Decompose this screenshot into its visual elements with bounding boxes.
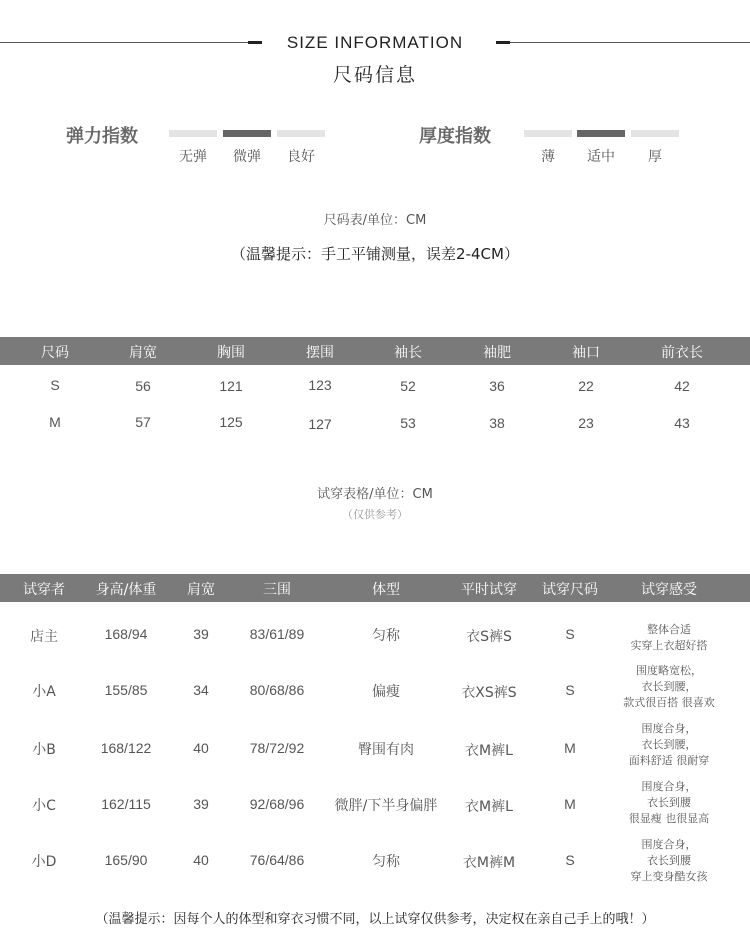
feedback-line: 围度合身， bbox=[641, 838, 697, 851]
size-cell: 125 bbox=[219, 414, 243, 430]
try-on-body-type: 偏瘦 bbox=[372, 684, 400, 700]
size-col-header: 袖口 bbox=[572, 345, 600, 361]
header-dash-right bbox=[496, 41, 510, 44]
size-col-header: 尺码 bbox=[41, 345, 69, 361]
try-on-shoulder: 34 bbox=[193, 682, 209, 698]
size-cell: 56 bbox=[135, 378, 151, 394]
size-cell: 57 bbox=[135, 414, 151, 430]
try-on-measurements: 83/61/89 bbox=[249, 626, 305, 642]
try-on-shoulder: 40 bbox=[193, 852, 209, 868]
try-on-size: M bbox=[564, 740, 576, 756]
elasticity-segment-3 bbox=[277, 130, 325, 137]
try-on-col-header: 试穿感受 bbox=[641, 582, 697, 598]
try-on-col-header: 三围 bbox=[263, 582, 291, 598]
try-on-feedback bbox=[631, 837, 708, 885]
size-cell: M bbox=[49, 414, 61, 430]
elasticity-option: 无弹 bbox=[179, 149, 207, 165]
feedback-line: 衣长到腰 bbox=[647, 796, 691, 809]
try-on-usual-size: 衣M裤L bbox=[465, 799, 513, 815]
feedback-line: 围度合身， bbox=[641, 780, 697, 793]
thickness-segment-3 bbox=[631, 130, 679, 137]
size-col-header: 胸围 bbox=[217, 345, 245, 361]
try-on-name: 小B bbox=[32, 742, 56, 758]
try-on-name: 小D bbox=[31, 854, 57, 870]
feedback-line: 很显瘦 也很显高 bbox=[628, 812, 710, 825]
size-cell: S bbox=[50, 377, 60, 393]
try-on-height-weight: 155/85 bbox=[104, 682, 148, 698]
try-on-height-weight: 162/115 bbox=[101, 796, 151, 812]
try-on-measurements: 76/64/86 bbox=[249, 852, 305, 868]
header-rule-right bbox=[510, 42, 750, 43]
feedback-line: 面料舒适 很耐穿 bbox=[628, 754, 710, 767]
feedback-line: 整体合适 bbox=[647, 623, 691, 636]
try-on-size: S bbox=[565, 852, 575, 868]
try-on-body-type: 匀称 bbox=[372, 854, 400, 870]
try-on-size: M bbox=[564, 796, 576, 812]
try-on-feedback bbox=[631, 622, 708, 654]
try-on-shoulder: 39 bbox=[193, 796, 209, 812]
elasticity-segment-1 bbox=[169, 130, 217, 137]
try-on-feedback bbox=[623, 663, 715, 711]
size-col-header: 前衣长 bbox=[661, 345, 703, 361]
try-on-col-header: 平时试穿 bbox=[461, 582, 517, 598]
size-cell: 53 bbox=[400, 415, 416, 431]
feedback-line: 衣长到腰 bbox=[647, 854, 691, 867]
try-on-body-type: 臀围有肉 bbox=[358, 742, 414, 758]
try-on-col-header: 试穿者 bbox=[23, 582, 65, 598]
try-on-body-type: 微胖/下半身偏胖 bbox=[334, 798, 438, 814]
try-on-col-header: 试穿尺码 bbox=[542, 582, 598, 598]
try-on-usual-size: 衣M裤L bbox=[465, 743, 513, 759]
try-on-measurements: 80/68/86 bbox=[249, 682, 305, 698]
try-on-name: 小C bbox=[32, 798, 56, 814]
feedback-line: 款式很百搭 很喜欢 bbox=[623, 696, 715, 709]
size-chart-caption: 尺码表/单位：CM bbox=[323, 213, 427, 228]
try-on-height-weight: 168/94 bbox=[104, 626, 148, 642]
try-on-col-header: 肩宽 bbox=[187, 582, 215, 598]
try-on-usual-size: 衣S裤S bbox=[466, 629, 512, 645]
size-cell: 38 bbox=[489, 415, 505, 431]
size-cell: 121 bbox=[219, 378, 243, 394]
elasticity-option: 微弹 bbox=[233, 149, 261, 165]
size-table-header bbox=[0, 337, 750, 365]
size-col-header: 肩宽 bbox=[129, 345, 157, 361]
try-on-feedback bbox=[629, 779, 710, 827]
size-cell: 52 bbox=[400, 378, 416, 394]
try-on-name: 小A bbox=[32, 684, 56, 700]
try-on-measurements: 92/68/96 bbox=[249, 796, 305, 812]
feedback-line: 穿上变身酷女孩 bbox=[630, 870, 708, 883]
size-cell: 123 bbox=[308, 377, 332, 393]
size-cell: 22 bbox=[578, 378, 594, 394]
elasticity-segment-2 bbox=[223, 130, 271, 137]
size-col-header: 袖长 bbox=[394, 345, 422, 361]
try-on-measurements: 78/72/92 bbox=[249, 740, 305, 756]
footer-tip: （温馨提示：因每个人的体型和穿衣习惯不同，以上试穿仅供参考，决定权在亲自己手上的哦！） bbox=[95, 912, 655, 927]
feedback-line: 围度合身， bbox=[641, 722, 697, 735]
thickness-option: 适中 bbox=[587, 149, 615, 165]
try-on-height-weight: 168/122 bbox=[100, 740, 152, 756]
page-title-cn: 尺码信息 bbox=[332, 64, 417, 86]
elasticity-index-label: 弹力指数 bbox=[66, 126, 138, 147]
try-on-height-weight: 165/90 bbox=[104, 852, 148, 868]
size-cell: 43 bbox=[674, 415, 690, 431]
size-cell: 36 bbox=[489, 378, 505, 394]
try-on-shoulder: 40 bbox=[193, 740, 209, 756]
thickness-segment-1 bbox=[524, 130, 572, 137]
try-on-shoulder: 39 bbox=[193, 626, 209, 642]
feedback-line: 衣长到腰， bbox=[641, 680, 697, 693]
size-cell: 42 bbox=[674, 378, 690, 394]
elasticity-option: 良好 bbox=[287, 149, 315, 165]
try-on-subcaption: （仅供参考） bbox=[342, 508, 408, 521]
try-on-table-header bbox=[0, 574, 750, 602]
try-on-col-header: 身高/体重 bbox=[95, 582, 157, 598]
thickness-option: 厚 bbox=[648, 149, 662, 165]
try-on-size: S bbox=[565, 626, 575, 642]
try-on-size: S bbox=[565, 682, 575, 698]
feedback-line: 围度略宽松， bbox=[636, 664, 702, 677]
size-cell: 127 bbox=[308, 416, 332, 432]
thickness-option: 薄 bbox=[541, 149, 555, 165]
size-col-header: 摆围 bbox=[306, 345, 334, 361]
size-col-header: 袖肥 bbox=[483, 345, 511, 361]
size-chart-tip: （温馨提示：手工平铺测量，误差2-4CM） bbox=[231, 245, 519, 263]
thickness-segment-2 bbox=[577, 130, 625, 137]
feedback-line: 衣长到腰， bbox=[641, 738, 697, 751]
size-cell: 23 bbox=[578, 415, 594, 431]
try-on-usual-size: 衣M裤M bbox=[462, 855, 516, 871]
try-on-caption: 试穿表格/单位：CM bbox=[317, 487, 433, 502]
try-on-usual-size: 衣XS裤S bbox=[461, 685, 517, 701]
page-title-en: SIZE INFORMATION bbox=[286, 33, 464, 52]
thickness-index-label: 厚度指数 bbox=[419, 126, 491, 147]
try-on-body-type: 匀称 bbox=[372, 628, 400, 644]
try-on-col-header: 体型 bbox=[372, 582, 400, 598]
feedback-line: 实穿上衣超好搭 bbox=[630, 639, 708, 652]
try-on-feedback bbox=[629, 721, 710, 769]
try-on-name: 店主 bbox=[30, 629, 58, 645]
